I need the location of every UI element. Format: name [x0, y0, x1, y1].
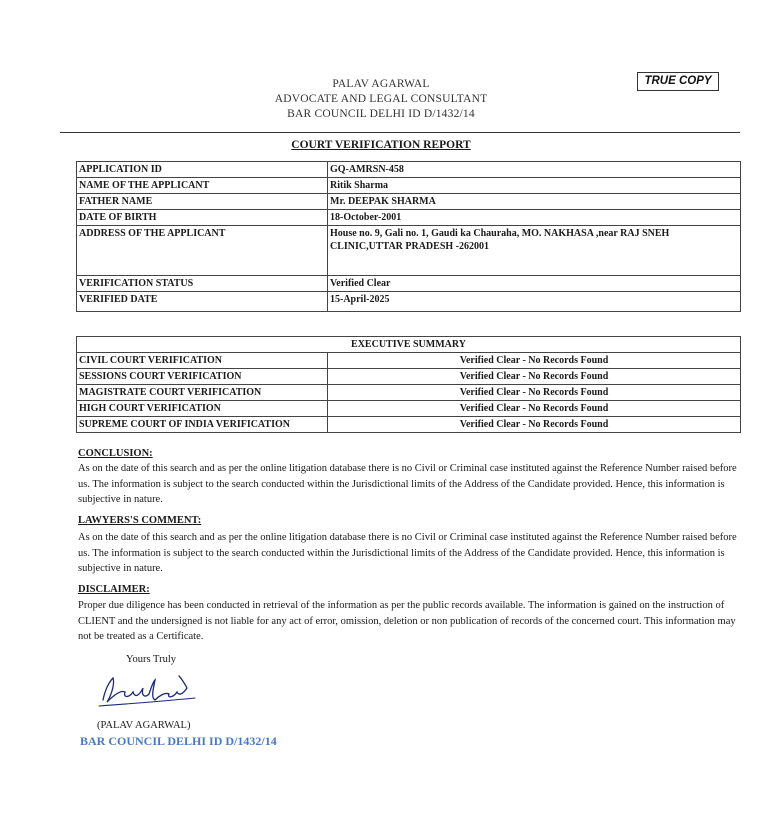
table-row [77, 226, 741, 276]
lawyers-comment-heading: LAWYERS'S COMMENT: [78, 515, 202, 526]
table-row [77, 417, 741, 433]
row-label: FATHER NAME [77, 194, 328, 210]
row-value: Verified Clear - No Records Found [328, 385, 741, 401]
conclusion-heading: CONCLUSION: [78, 448, 153, 459]
report-title: COURT VERIFICATION REPORT [291, 139, 471, 151]
table-row [77, 292, 741, 312]
signatory-name: (PALAV AGARWAL) [97, 720, 191, 731]
row-label: DATE OF BIRTH [77, 210, 328, 226]
table-row [77, 276, 741, 292]
row-value: Verified Clear - No Records Found [328, 417, 741, 433]
table-row [77, 353, 741, 369]
signature [95, 670, 205, 715]
disclaimer-heading: DISCLAIMER: [78, 584, 150, 595]
applicant-details-table [76, 161, 741, 312]
table-row [77, 210, 741, 226]
row-value: Mr. DEEPAK SHARMA [328, 194, 741, 210]
closing-text: Yours Truly [126, 654, 177, 665]
row-value: 15-April-2025 [328, 292, 741, 312]
row-value: 18-October-2001 [328, 210, 741, 226]
header-divider [60, 132, 740, 133]
signatory-bar-id: BAR COUNCIL DELHI ID D/1432/14 [80, 734, 277, 748]
row-label: ADDRESS OF THE APPLICANT [77, 226, 328, 276]
row-label: MAGISTRATE COURT VERIFICATION [77, 385, 328, 401]
row-label: VERIFIED DATE [77, 292, 328, 312]
table-row [77, 162, 741, 178]
row-value: Verified Clear - No Records Found [328, 369, 741, 385]
row-label: VERIFICATION STATUS [77, 276, 328, 292]
executive-summary-title: EXECUTIVE SUMMARY [77, 337, 741, 353]
table-row [77, 401, 741, 417]
row-value: Verified Clear - No Records Found [328, 401, 741, 417]
row-label: CIVIL COURT VERIFICATION [77, 353, 328, 369]
table-row [77, 194, 741, 210]
true-copy-stamp: TRUE COPY [637, 72, 719, 91]
table-row [77, 369, 741, 385]
row-label: NAME OF THE APPLICANT [77, 178, 328, 194]
advocate-bar-id: BAR COUNCIL DELHI ID D/1432/14 [287, 108, 475, 120]
row-value: House no. 9, Gali no. 1, Gaudi ka Chauraha, MO. NAKHASA ,near RAJ SNEH CLINIC,UTTAR PRADESH -262001 [328, 226, 741, 276]
disclaimer-text: Proper due diligence has been conducted in retrieval of the information as per the public records available. The information is gained on the instruction of CLIENT and the undersigned is not liable for any act of error, omission, deletion or non publication of records of the concerned court. This information may not be treated as a Certificate. [78, 600, 736, 642]
table-row [77, 178, 741, 194]
table-row [77, 385, 741, 401]
lawyers-comment-text: As on the date of this search and as per the online litigation database there is no Civil or Criminal case instituted against the Reference Number raised before us. The information is subject to the search conducted within the Jurisdictional limits of the Address of the Candidate provided. Hence, this information is subjective in nature. [78, 532, 737, 574]
row-value: Verified Clear [328, 276, 741, 292]
advocate-name: PALAV AGARWAL [332, 78, 430, 90]
executive-summary-table [76, 336, 741, 433]
row-label: SUPREME COURT OF INDIA VERIFICATION [77, 417, 328, 433]
row-label: HIGH COURT VERIFICATION [77, 401, 328, 417]
advocate-designation: ADVOCATE AND LEGAL CONSULTANT [274, 93, 488, 105]
row-value: GQ-AMRSN-458 [328, 162, 741, 178]
row-value: Verified Clear - No Records Found [328, 353, 741, 369]
row-label: APPLICATION ID [77, 162, 328, 178]
conclusion-text: As on the date of this search and as per the online litigation database there is no Civil or Criminal case instituted against the Reference Number raised before us. The information is subject to the search conducted within the Jurisdictional limits of the Address of the Candidate provided. Hence, this information is subjective in nature. [78, 463, 737, 505]
row-label: SESSIONS COURT VERIFICATION [77, 369, 328, 385]
table-header-row [77, 337, 741, 353]
row-value: Ritik Sharma [328, 178, 741, 194]
